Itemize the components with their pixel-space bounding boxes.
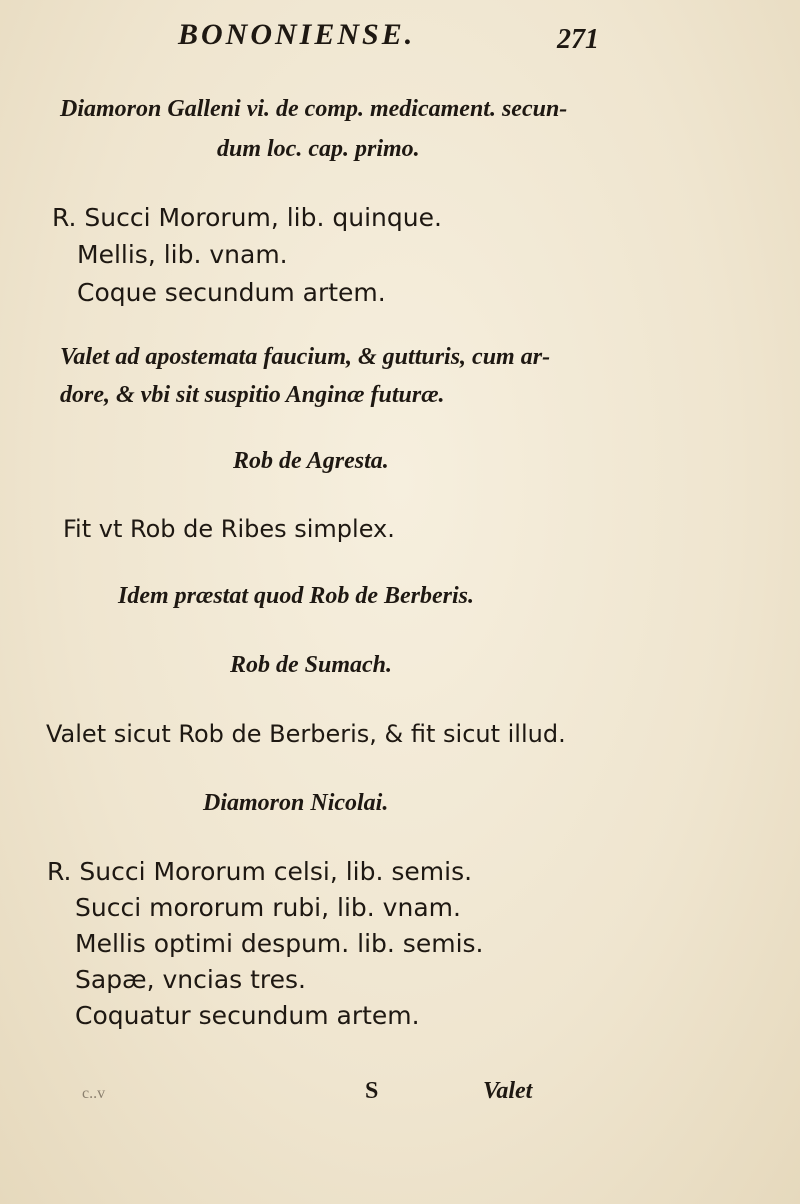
usage-line: dore, & vbi sit suspitio Anginæ futuræ. <box>60 382 445 408</box>
faint-mark: c..v <box>82 1085 106 1102</box>
recipe-line: Coquatur secundum artem. <box>75 1001 420 1030</box>
recipe-line: Sapæ, vncias tres. <box>75 965 307 994</box>
section-heading-line: Diamoron Nicolai. <box>203 790 389 816</box>
italic-line: Idem præstat quod Rob de Berberis. <box>118 583 475 609</box>
catchword: Valet <box>483 1078 533 1104</box>
body-line: Valet sicut Rob de Berberis, & fit sicut illud. <box>46 720 566 748</box>
section-heading-line: Rob de Agresta. <box>233 448 389 474</box>
section-heading-line: Rob de Sumach. <box>230 652 393 678</box>
signature-mark: S <box>365 1078 379 1104</box>
section-heading-line: dum loc. cap. primo. <box>217 136 420 162</box>
recipe-line: Succi mororum rubi, lib. vnam. <box>75 893 461 922</box>
recipe-line: Coque secundum artem. <box>77 278 386 307</box>
body-line: Fit vt Rob de Ribes simplex. <box>63 515 395 543</box>
recipe-line: Mellis, lib. vnam. <box>77 240 288 269</box>
running-header-title: BONONIENSE. <box>178 18 416 51</box>
usage-line: Valet ad apostemata faucium, & gutturis, cum ar- <box>60 344 551 370</box>
recipe-line: R. Succi Mororum celsi, lib. semis. <box>47 857 473 886</box>
section-heading-line: Diamoron Galleni vi. de comp. medicament. secun- <box>60 96 568 122</box>
page-number: 271 <box>557 24 599 55</box>
recipe-line: Mellis optimi despum. lib. semis. <box>75 929 484 958</box>
recipe-line: R. Succi Mororum, lib. quinque. <box>52 203 442 232</box>
